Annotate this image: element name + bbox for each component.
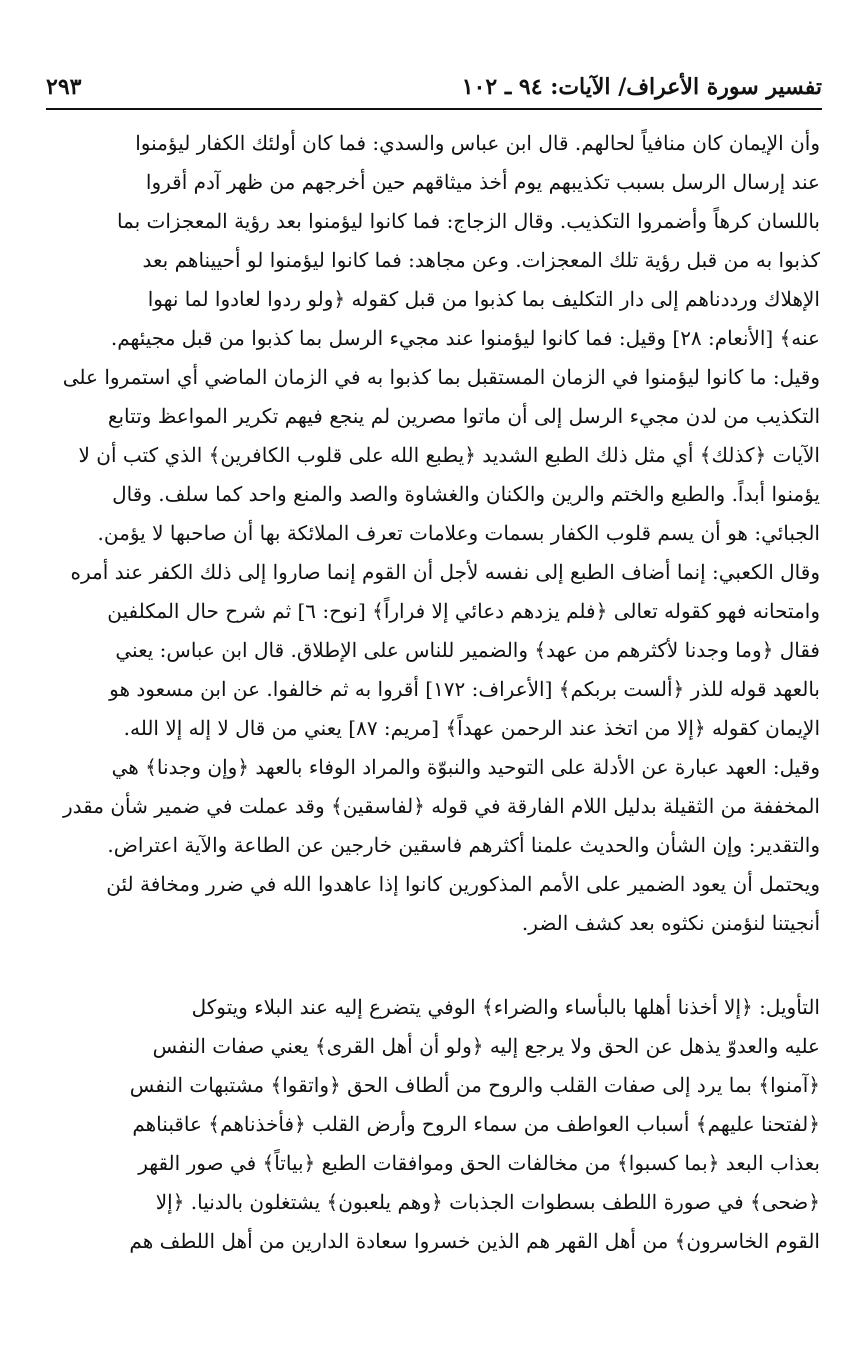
text-line: عنه﴾ [الأنعام: ٢٨] وقيل: فما كانوا ليؤمنوا عند مجيء الرسل بما كذبوا من قبل مجيئهم. bbox=[110, 326, 820, 350]
text-line: وقيل: العهد عبارة عن الأدلة على التوحيد والنبوّة والمراد الوفاء بالعهد ﴿وإن وجدنا﴾ هي bbox=[111, 755, 820, 779]
text-line: الإهلاك ورددناهم إلى دار التكليف بما كذبوا من قبل كقوله ﴿ولو ردوا لعادوا لما نهوا bbox=[147, 287, 820, 311]
text-line: القوم الخاسرون﴾ من أهل القهر هم الذين خسروا سعادة الدارين من أهل اللطف هم bbox=[129, 1229, 820, 1253]
tawil-section bbox=[48, 988, 820, 1261]
text-line: ﴿ضحى﴾ في صورة اللطف بسطوات الجذبات ﴿وهم يلعبون﴾ يشتغلون بالدنيا. ﴿إلا bbox=[155, 1190, 820, 1214]
text-line: كذبوا به من قبل رؤية تلك المعجزات. وعن مجاهد: فما كانوا ليؤمنوا لو أحييناهم بعد bbox=[142, 248, 820, 272]
text-line: فقال ﴿وما وجدنا لأكثرهم من عهد﴾ والضمير للناس على الإطلاق. قال ابن عباس: يعني bbox=[115, 638, 820, 662]
text-line: ويحتمل أن يعود الضمير على الأمم المذكورين كانوا إذا عاهدوا الله في ضرر ومخافة لئن bbox=[106, 872, 820, 896]
text-line: ﴿آمنوا﴾ بما يرد إلى صفات القلب والروح من ألطاف الحق ﴿واتقوا﴾ مشتبهات النفس bbox=[129, 1073, 820, 1097]
page-number: ٢٩٣ bbox=[46, 74, 82, 100]
text-line: والتقدير: وإن الشأن والحديث علمنا أكثرهم فاسقين خارجين عن الطاعة والآية اعتراض. bbox=[107, 833, 820, 857]
text-line: عند إرسال الرسل بسبب تكذيبهم يوم أخذ ميثاقهم حين أخرجهم من ظهر آدم أقروا bbox=[145, 170, 820, 194]
text-line: وامتحانه فهو كقوله تعالى ﴿فلم يزدهم دعائي إلا فراراً﴾ [نوح: ٦] ثم شرح حال المكلفين bbox=[107, 599, 820, 623]
page-header bbox=[46, 70, 822, 104]
text-line: عليه والعدوّ يذهل عن الحق ولا يرجع إليه ﴿ولو أن أهل القرى﴾ يعني صفات النفس bbox=[152, 1034, 820, 1058]
text-line: المخففة من الثقيلة بدليل اللام الفارقة في قوله ﴿لفاسقين﴾ وقد عملت في ضمير شأن مقدر bbox=[63, 794, 820, 818]
text-line: باللسان كرهاً وأضمروا التكذيب. وقال الزجاج: فما كانوا ليؤمنوا بعد رؤية المعجزات بما bbox=[116, 209, 820, 233]
running-title: تفسير سورة الأعراف/ الآيات: ٩٤ ـ ١٠٢ bbox=[461, 74, 822, 100]
tawil-paragraph bbox=[48, 988, 820, 1261]
text-line: التأويل: ﴿إلا أخذنا أهلها بالبأساء والضراء﴾ الوفي يتضرع إليه عند البلاء ويتوكل bbox=[191, 995, 820, 1019]
tafsir-section bbox=[48, 124, 820, 943]
text-line: الآيات ﴿كذلك﴾ أي مثل ذلك الطبع الشديد ﴿يطبع الله على قلوب الكافرين﴾ الذي كتب أن لا bbox=[78, 443, 820, 467]
text-line: ﴿لفتحنا عليهم﴾ أسباب العواطف من سماء الروح وأرض القلب ﴿فأخذناهم﴾ عاقبناهم bbox=[132, 1112, 820, 1136]
text-line: وقيل: ما كانوا ليؤمنوا في الزمان المستقبل بما كذبوا به في الزمان الماضي أي استمروا على bbox=[62, 365, 820, 389]
text-line: أنجيتنا لنؤمنن نكثوه بعد كشف الضر. bbox=[521, 911, 820, 935]
text-line: الإيمان كقوله ﴿إلا من اتخذ عند الرحمن عهداً﴾ [مريم: ٨٧] يعني من قال لا إله إلا الله. bbox=[123, 716, 820, 740]
text-line: يؤمنوا أبداً. والطبع والختم والرين والكنان والغشاوة والصد والمنع واحد كما سلف. وقال bbox=[112, 482, 820, 506]
text-line: الجبائي: هو أن يسم قلوب الكفار بسمات وعلامات تعرف الملائكة بها أن صاحبها لا يؤمن. bbox=[97, 521, 820, 545]
header-divider bbox=[46, 108, 822, 110]
text-line: بالعهد قوله للذر ﴿ألست بربكم﴾ [الأعراف: ١٧٢] أقروا به ثم خالفوا. عن ابن مسعود هو bbox=[109, 677, 820, 701]
text-line: وقال الكعبي: إنما أضاف الطبع إلى نفسه لأجل أن القوم إنما صاروا إلى ذلك الكفر عند أمره bbox=[70, 560, 820, 584]
text-line: التكذيب من لدن مجيء الرسل إلى أن ماتوا مصرين لم ينجع فيهم تكرير المواعظ وتتابع bbox=[107, 404, 820, 428]
text-line: بعذاب البعد ﴿بما كسبوا﴾ من مخالفات الحق وموافقات الطبع ﴿بياتاً﴾ في صور القهر bbox=[138, 1151, 820, 1175]
text-line: وأن الإيمان كان منافياً لحالهم. قال ابن عباس والسدي: فما كان أولئك الكفار ليؤمنوا bbox=[135, 131, 820, 155]
tafsir-paragraph bbox=[48, 124, 820, 943]
